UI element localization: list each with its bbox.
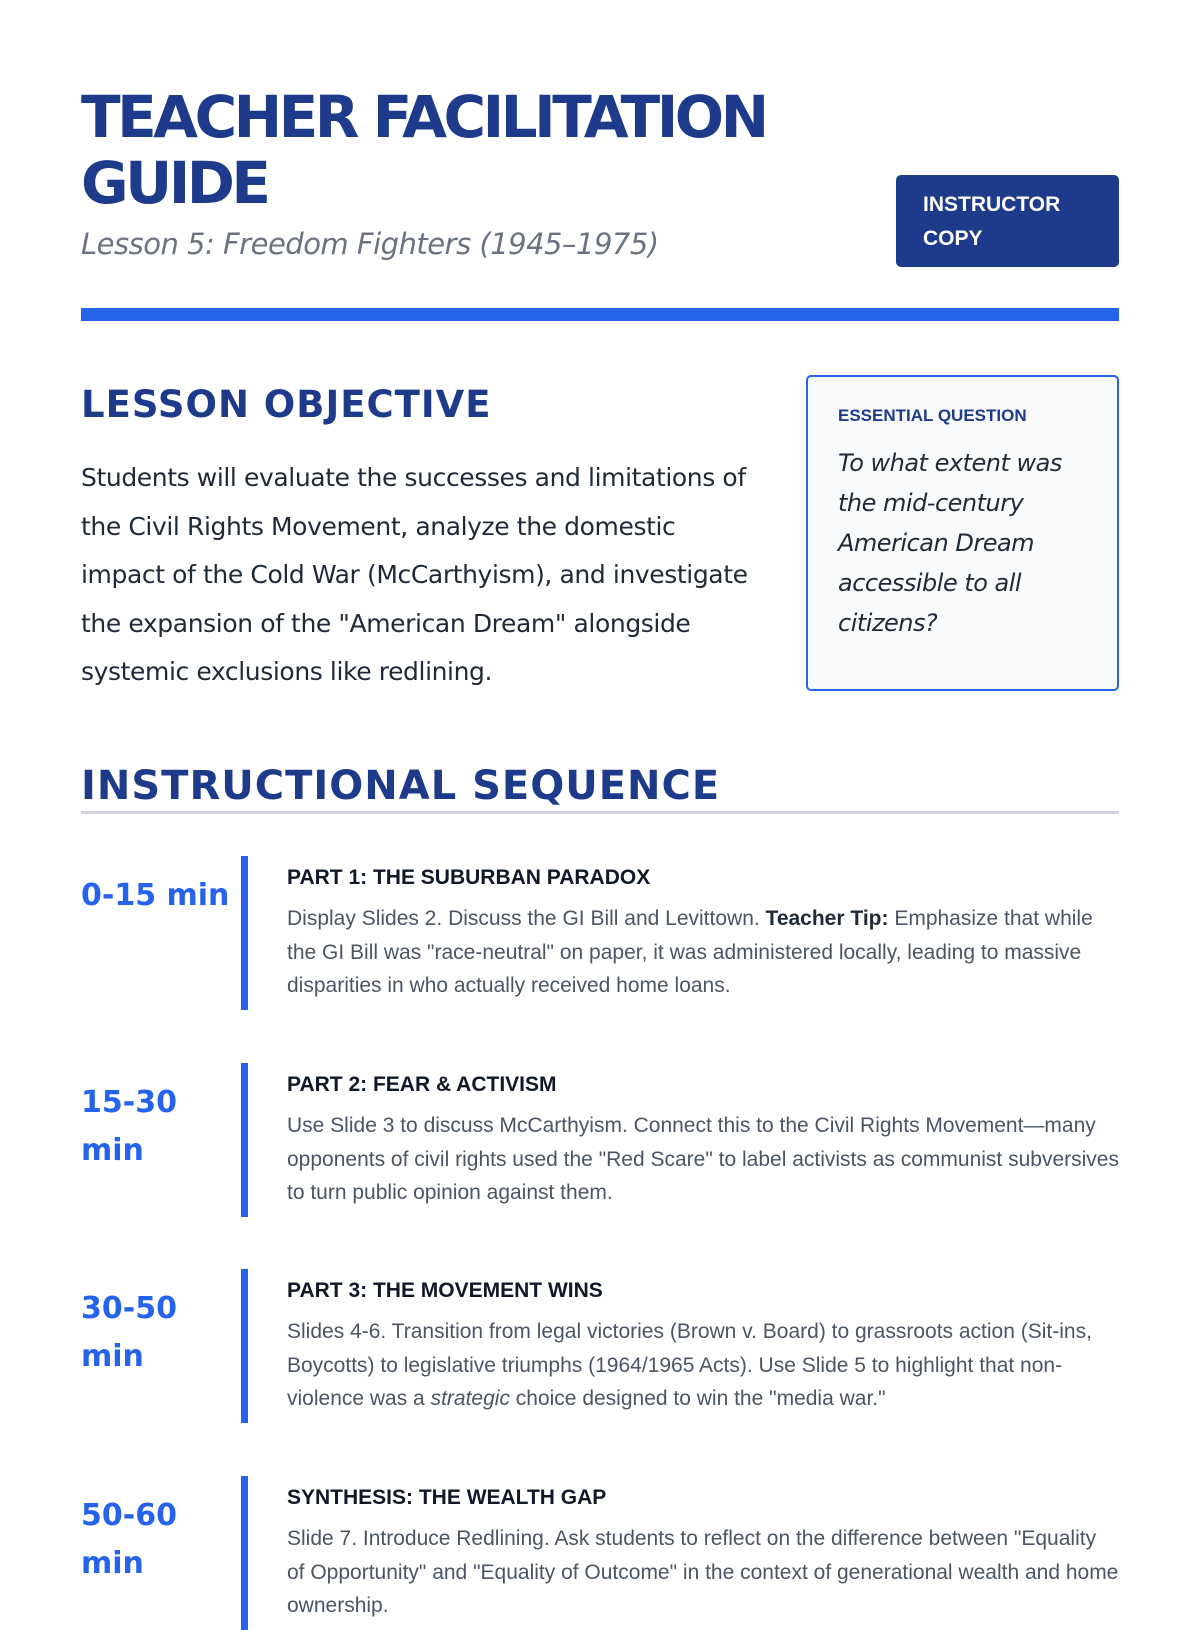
step-timeline-bar (241, 856, 248, 1010)
essential-question-label: ESSENTIAL QUESTION (838, 406, 1027, 425)
step-body (287, 1063, 1119, 1210)
step-text: Slides 4-6. Transition from legal victories (Brown v. Board) to grassroots action (Sit-ins, Boycotts) to legislative triumphs (1964/1965 Acts). Use Slide 5 to highlight that non-violence was a strategic choice designed to win the "media war." (287, 1320, 1092, 1410)
teacher-tip-label: Teacher Tip: (765, 907, 889, 930)
step-text: Display Slides 2. Discuss the GI Bill and Levittown. Teacher Tip: Emphasize that while the GI Bill was "race-neutral" on paper, it was administered locally, leading to massive disparities in who actually received home loans. (287, 907, 1093, 997)
page-title: TEACHER FACILITATION GUIDE (81, 83, 766, 217)
sequence-step-1 (81, 856, 1119, 1010)
step-title: PART 1: THE SUBURBAN PARADOX (287, 866, 651, 889)
step-time: 30-50 min (81, 1291, 177, 1374)
header (81, 0, 1119, 325)
step-title: PART 2: FEAR & ACTIVISM (287, 1073, 557, 1096)
step-time: 15-30 min (81, 1085, 177, 1168)
sequence-step-3 (81, 1269, 1119, 1423)
step-title: SYNTHESIS: THE WEALTH GAP (287, 1486, 607, 1509)
step-body (287, 1476, 1119, 1623)
essential-question-text: To what extent was the mid-century American Dream accessible to all citizens? (838, 449, 1062, 637)
step-body (287, 1269, 1119, 1416)
instructor-copy-badge: INSTRUCTOR COPY (896, 175, 1119, 267)
step-time: 0-15 min (81, 878, 230, 913)
emphasis-strategic: strategic (430, 1387, 510, 1410)
step-body (287, 856, 1119, 1003)
step-time: 50-60 min (81, 1498, 177, 1581)
step-timeline-bar (241, 1476, 248, 1630)
lesson-objective-section (81, 325, 1119, 725)
lesson-subtitle: Lesson 5: Freedom Fighters (1945–1975) (81, 227, 659, 261)
sequence-step-2 (81, 1063, 1119, 1217)
sequence-step-4 (81, 1476, 1119, 1630)
step-text: Slide 7. Introduce Redlining. Ask students to reflect on the difference between "Equality of Opportunity" and "Equality of Outcome" in the context of generational wealth and home ownership. (287, 1527, 1119, 1617)
instructional-sequence-heading: INSTRUCTIONAL SEQUENCE (81, 763, 721, 809)
essential-question-box (806, 375, 1119, 691)
sequence-divider (81, 811, 1119, 814)
step-text: Use Slide 3 to discuss McCarthyism. Connect this to the Civil Rights Movement—many opponents of civil rights used the "Red Scare" to label activists as communist subversives to turn public opinion against them. (287, 1114, 1119, 1204)
header-divider (81, 308, 1119, 321)
lesson-objective-text: Students will evaluate the successes and limitations of the Civil Rights Movement, analyze the domestic impact of the Cold War (McCarthyism), and investigate the expansion of the "American Dream" alongside systemic exclusions like redlining. (81, 463, 748, 686)
step-timeline-bar (241, 1063, 248, 1217)
step-timeline-bar (241, 1269, 248, 1423)
lesson-objective-heading: LESSON OBJECTIVE (81, 383, 492, 426)
step-title: PART 3: THE MOVEMENT WINS (287, 1279, 603, 1302)
